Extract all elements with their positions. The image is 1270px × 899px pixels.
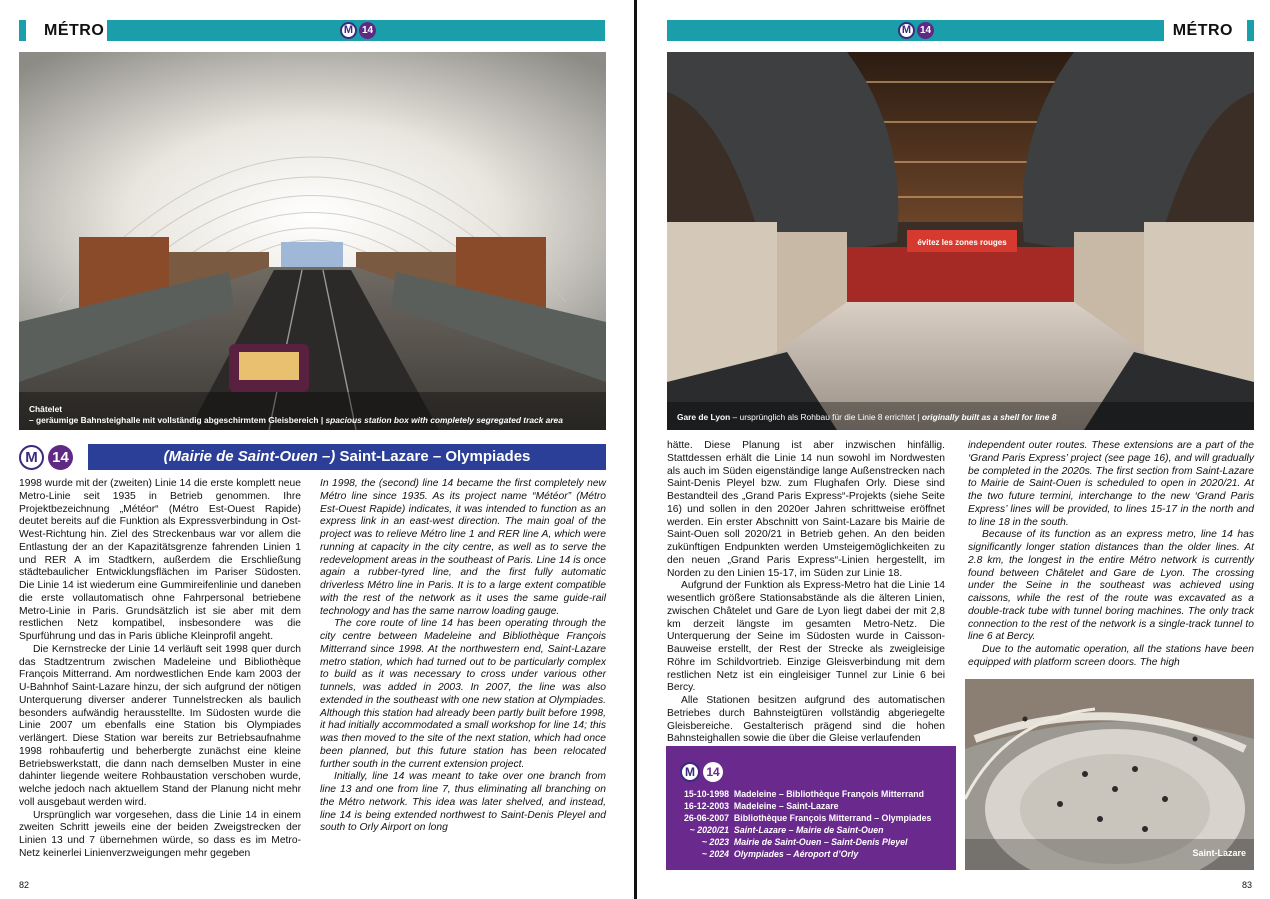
- english-text-left: In 1998, the (second) line 14 became the first completely new Métro line since 1935. As its project name “Météor” (Métro Est-Ouest Rapide) indicates, it was intended to function as an express link in an east-west direction. The main goal of the project was to relieve Métro line 1 and RER line A, which were running at capacity in the city centre, as well as to serve the redevelopment areas in the southeast of Paris. Line 14 is once again a rubber-tyred line, and the first fully automatic driverless Métro line in Paris. It is to a large extent compatible with the rest of the network as it uses the same guide-rail technology and has the same narrow loading gauge. The core route of line 14 has been operating through the city centre between Madeleine and Bibliothèque François Mitterrand since 1998. At the northwestern end, Saint-Lazare metro station, which had turned out to be particularly complex to build as it was necessary to cross under various other tunnels, was added in 2003. In 2007, the line was also extended in the southeast with one new station at Olympiades. Although this station had already been partly built before 1998, it had initially accommodated a small workshop for line 14; this was then moved to the site of the next station, which had once been planned, but this future station has been relocated further south in the current extension project. Initially, line 14 was meant to take over one branch from line 13 and one from line 7, thus eliminating all branching on the Métro network. This idea was later shelved, and instead, line 14 is being extended northwest to Saint-Denis Pleyel and south to Orly Airport on long: [320, 478, 606, 834]
- timeline-row: ~ 2020/21 Saint-Lazare – Mairie de Saint-Ouen: [689, 825, 884, 835]
- gare-de-lyon-station-image: [667, 52, 1254, 430]
- line-14-icon: 14: [917, 22, 934, 39]
- line-14-icon: 14: [48, 445, 73, 470]
- section-title: (Mairie de Saint-Ouen –) Saint-Lazare – Olympiades: [88, 444, 606, 470]
- opening-timeline-box: [666, 746, 956, 870]
- chatelet-caption: Châtelet – geräumige Bahnsteighalle mit vollständig abgeschirmtem Gleisbereich | spacious station box with completely segregated track area: [29, 404, 563, 425]
- line-14-icon: 14: [359, 22, 376, 39]
- saint-lazare-photo: [965, 679, 1254, 870]
- page-number-right: 83: [1242, 880, 1253, 890]
- section-label-right: MÉTRO: [1164, 20, 1254, 41]
- left-page: [0, 0, 634, 899]
- line-badge-header-right: [898, 22, 934, 39]
- german-text-right: hätte. Diese Planung ist aber inzwischen hinfällig. Stattdessen erhält die Linie 14 nun sowohl im Nordwesten als auch im Süden eigenständige lange Außenstrecken nach Saint-Denis Pleyel bzw. zum Flughafen Orly. Diese sind Bestandteil des „Grand Paris Express“-Projekts (siehe Seite 16) und sollen in den 2020er Jahren schrittweise eröffnet werden. Ein erster Abschnitt von Saint-Lazare bis Mairie de Saint-Ouen soll 2020/21 in Betrieb gehen. An den beiden zukünftigen Endpunkten werden Umsteigemöglichkeiten zu den neuen „Grand Paris Express“-Linien hergestellt, im Norden zu den Linien 15-17, im Süden zur Linie 18. Aufgrund der Funktion als Express-Metro hat die Linie 14 wesentlich größere Stationsabstände als die älteren Linien, zwischen Châtelet und Gare de Lyon liegt dabei der mit 2,8 km derzeit längste im gesamten Metro-Netz. Die Unterquerung der Seine im Südosten wurde in Caisson-Bauweise erstellt, der Rest der Strecke als zweigleisige Röhre im Schildvortrieb. Einzige Gleisverbindung mit dem restlichen Netz ist ein eingleisiger Tunnel zur Linie 6 bei Bercy. Alle Stationen besitzen aufgrund des automatischen Betriebes durch Bahnsteigtüren vollständig abgeriegelte Gleisbereiche. Gestalterisch prägend sind die hohen Bahnsteighallen sowie die über die Gleise verlaufenden: [667, 440, 945, 745]
- timeline-row: ~ 2023 Mairie de Saint-Ouen – Saint-Denis Pleyel: [701, 837, 908, 847]
- timeline-row: ~ 2024 Olympiades – Aéroport d’Orly: [701, 849, 859, 859]
- line-badge-title: [19, 445, 73, 470]
- line-badge-timeline: [680, 762, 723, 782]
- chatelet-photo: [19, 52, 606, 430]
- timeline-row: 15-10-1998 Madeleine – Bibliothèque François Mitterrand: [684, 789, 925, 799]
- timeline-row: 16-12-2003 Madeleine – Saint-Lazare: [684, 801, 839, 811]
- line-badge-header-left: [340, 22, 376, 39]
- saint-lazare-caption: Saint-Lazare: [1192, 848, 1246, 858]
- timeline-row: 26-06-2007 Bibliothèque François Mitterrand – Olympiades: [684, 813, 932, 823]
- gare-de-lyon-caption: Gare de Lyon – ursprünglich als Rohbau für die Linie 8 errichtet | originally built as a shell for line 8: [677, 412, 1057, 422]
- german-text-left: 1998 wurde mit der (zweiten) Linie 14 die erste komplett neue Metro-Linie seit 1935 in Betrieb genommen. Ihre Projektbezeichnung „Météor“ (Métro Est-Ouest Rapide) deutet bereits auf die Funktion als Expressverbindung in Ost-West-Richtung hin. Ziel des Streckenbaus war vor allem die Entlastung der an der Kapazitätsgrenze fahrenden Linien 1 und RER A im Stadtkern, außerdem die Erschließung städtebaulicher Entwicklungsflächen im Pariser Südosten. Die Linie 14 ist wiederum eine Gummireifenlinie und daneben die erste vollautomatisch ohne Fahrpersonal betriebene Metro-Linie in Paris. Grundsätzlich ist sie aber mit dem restlichen Netz kompatibel, insbesondere was die Spurführung und das in Paris übliche Kleinprofil angeht. Die Kernstrecke der Linie 14 verläuft seit 1998 quer durch das Stadtzentrum zwischen Madeleine und Bibliothèque François Mitterrand. Am nordwestlichen Ende kam 2003 der U-Bahnhof Saint-Lazare hinzu, der sich aufgrund der nötigen Unterquerung diverser anderer Tunnelstrecken als baulich besonders aufwändig herausstellte. Im Südosten wurde die Linie 2007 um ebenfalls eine Station bis Olympiades verlängert. Diese Station war bereits zur Betriebsaufnahme 1998 rohbaufertig und beherbergte zunächst eine kleine Betriebswerkstatt, die dann nach demselben Muster in eine dahinter liegende weitere Rohbaustation verschoben wurde, welche jedoch nach aktuellem Stand der Planung nicht mehr voll ausgebaut werden wird. Ursprünglich war vorgesehen, dass die Linie 14 in einem zweiten Schritt jeweils eine der beiden Zweigstrecken der Linien 13 und 7 übernehmen würde, so dass es im Metro-Netz keinerlei Linienverzweigungen mehr gegeben: [19, 478, 301, 859]
- line-14-icon: 14: [703, 762, 723, 782]
- metro-m-icon: M: [680, 762, 700, 782]
- metro-m-icon: M: [19, 445, 44, 470]
- chatelet-station-image: [19, 52, 606, 430]
- english-text-right: independent outer routes. These extensions are a part of the ‘Grand Paris Express’ project (see page 16), and will gradually be completed in the 2020s. The first section from Saint-Lazare to Mairie de Saint-Ouen is scheduled to open in 2020/21. At the two future termini, interchange to the new ‘Grand Paris Express’ lines will be provided, to lines 15-17 in the north and to line 18 in the south. Because of its function as an express metro, line 14 has significantly longer station distances than the older lines. At 2.8 km, the longest in the entire Métro network is currently found between Châtelet and Gare de Lyon. The crossing under the Seine in the southeast was achieved using caissons, while the rest of the route was excavated as a double-track tube with tunnel boring machines. The only track connection to the rest of the network is a single-track tunnel to line 6 at Bercy. Due to the automatic operation, all the stations have been equipped with platform screen doors. The high: [968, 440, 1254, 668]
- section-label-left: MÉTRO: [19, 20, 107, 41]
- page-number-left: 82: [19, 880, 30, 890]
- metro-m-icon: M: [898, 22, 915, 39]
- gare-de-lyon-photo: [667, 52, 1254, 430]
- warning-sign-text: évitez les zones rouges: [917, 238, 1007, 247]
- metro-m-icon: M: [340, 22, 357, 39]
- saint-lazare-station-image: [965, 679, 1254, 870]
